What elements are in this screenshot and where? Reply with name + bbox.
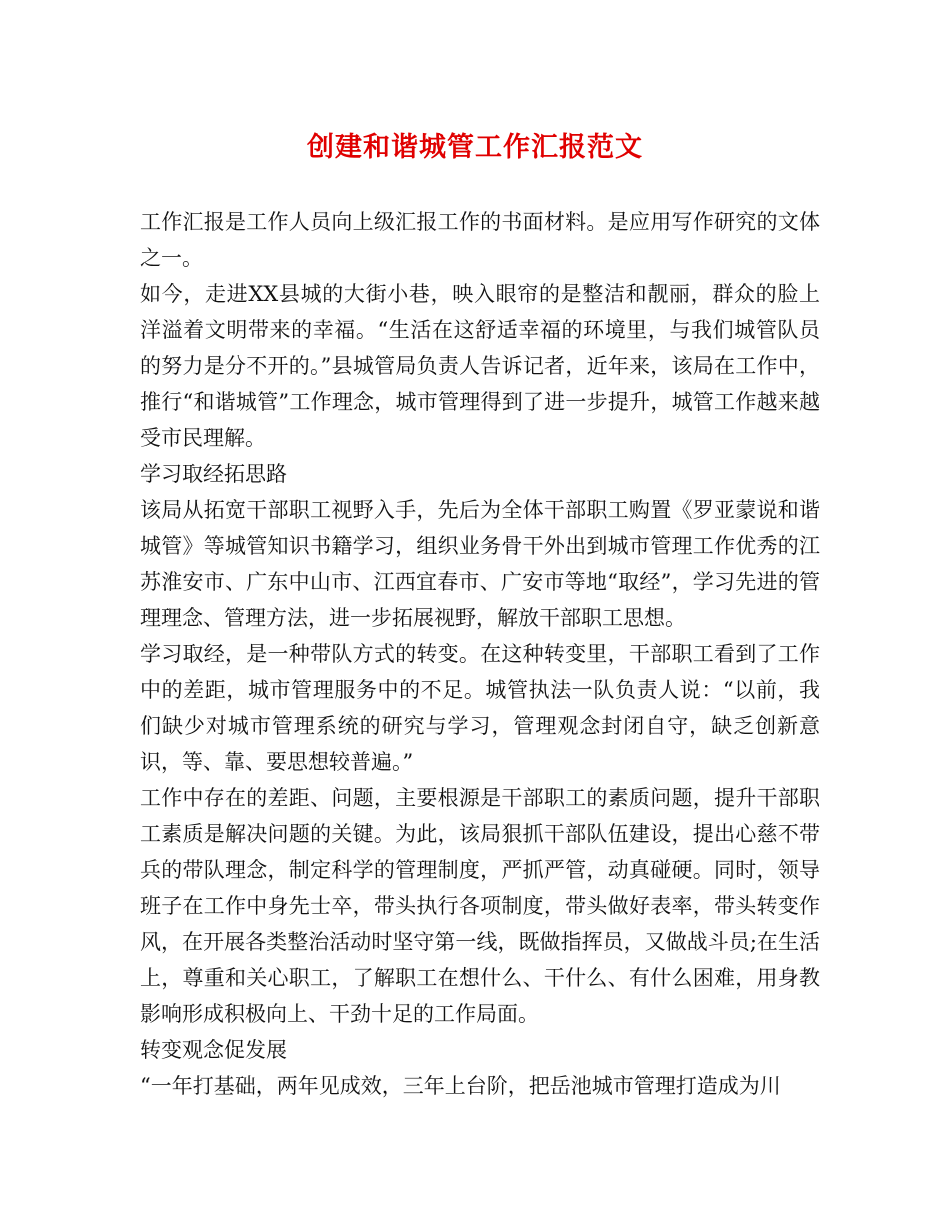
paragraph-learning-change: 学习取经，是一种带队方式的转变。在这种转变里，干部职工看到了工作中的差距，城市管理服务中的不足。城管执法一队负责人说：“以前，我们缺少对城市管理系统的研究与学习，管理观念封闭自守，缺乏创新意识，等、靠、要思想较普遍。” xyxy=(140,642,820,774)
document-body xyxy=(140,204,820,1104)
section-heading-learning: 学习取经拓思路 xyxy=(140,462,287,486)
paragraph-intro: 工作汇报是工作人员向上级汇报工作的书面材料。是应用写作研究的文体之一。 xyxy=(140,210,820,270)
paragraph-staff-quality: 工作中存在的差距、问题，主要根源是干部职工的素质问题，提升干部职工素质是解决问题的关键。为此，该局狠抓干部队伍建设，提出心慈不带兵的带队理念，制定科学的管理制度，严抓严管，动真碰硬。同时，领导班子在工作中身先士卒，带头执行各项制度，带头做好表率，带头转变作风，在开展各类整治活动时坚守第一线，既做指挥员，又做战斗员;在生活上，尊重和关心职工，了解职工在想什么、干什么、有什么困难，用身教影响形成积极向上、干劲十足的工作局面。 xyxy=(140,786,820,1026)
paragraph-learning-books: 该局从拓宽干部职工视野入手，先后为全体干部职工购置《罗亚蒙说和谐城管》等城管知识书籍学习，组织业务骨干外出到城市管理工作优秀的江苏淮安市、广东中山市、江西宜春市、广安市等地“取经”，学习先进的管理理念、管理方法，进一步拓展视野，解放干部职工思想。 xyxy=(140,498,820,630)
section-heading-concept: 转变观念促发展 xyxy=(140,1038,287,1062)
document-title: 创建和谐城管工作汇报范文 xyxy=(307,132,643,163)
paragraph-county-news: 如今，走进XX县城的大街小巷，映入眼帘的是整洁和靓丽，群众的脸上洋溢着文明带来的幸福。“生活在这舒适幸福的环境里，与我们城管队员的努力是分不开的。”县城管局负责人告诉记者，近年来，该局在工作中，推行“和谐城管”工作理念，城市管理得到了进一步提升，城管工作越来越受市民理解。 xyxy=(140,282,820,450)
paragraph-goals: “一年打基础，两年见成效，三年上台阶，把岳池城市管理打造成为川 xyxy=(140,1074,781,1098)
